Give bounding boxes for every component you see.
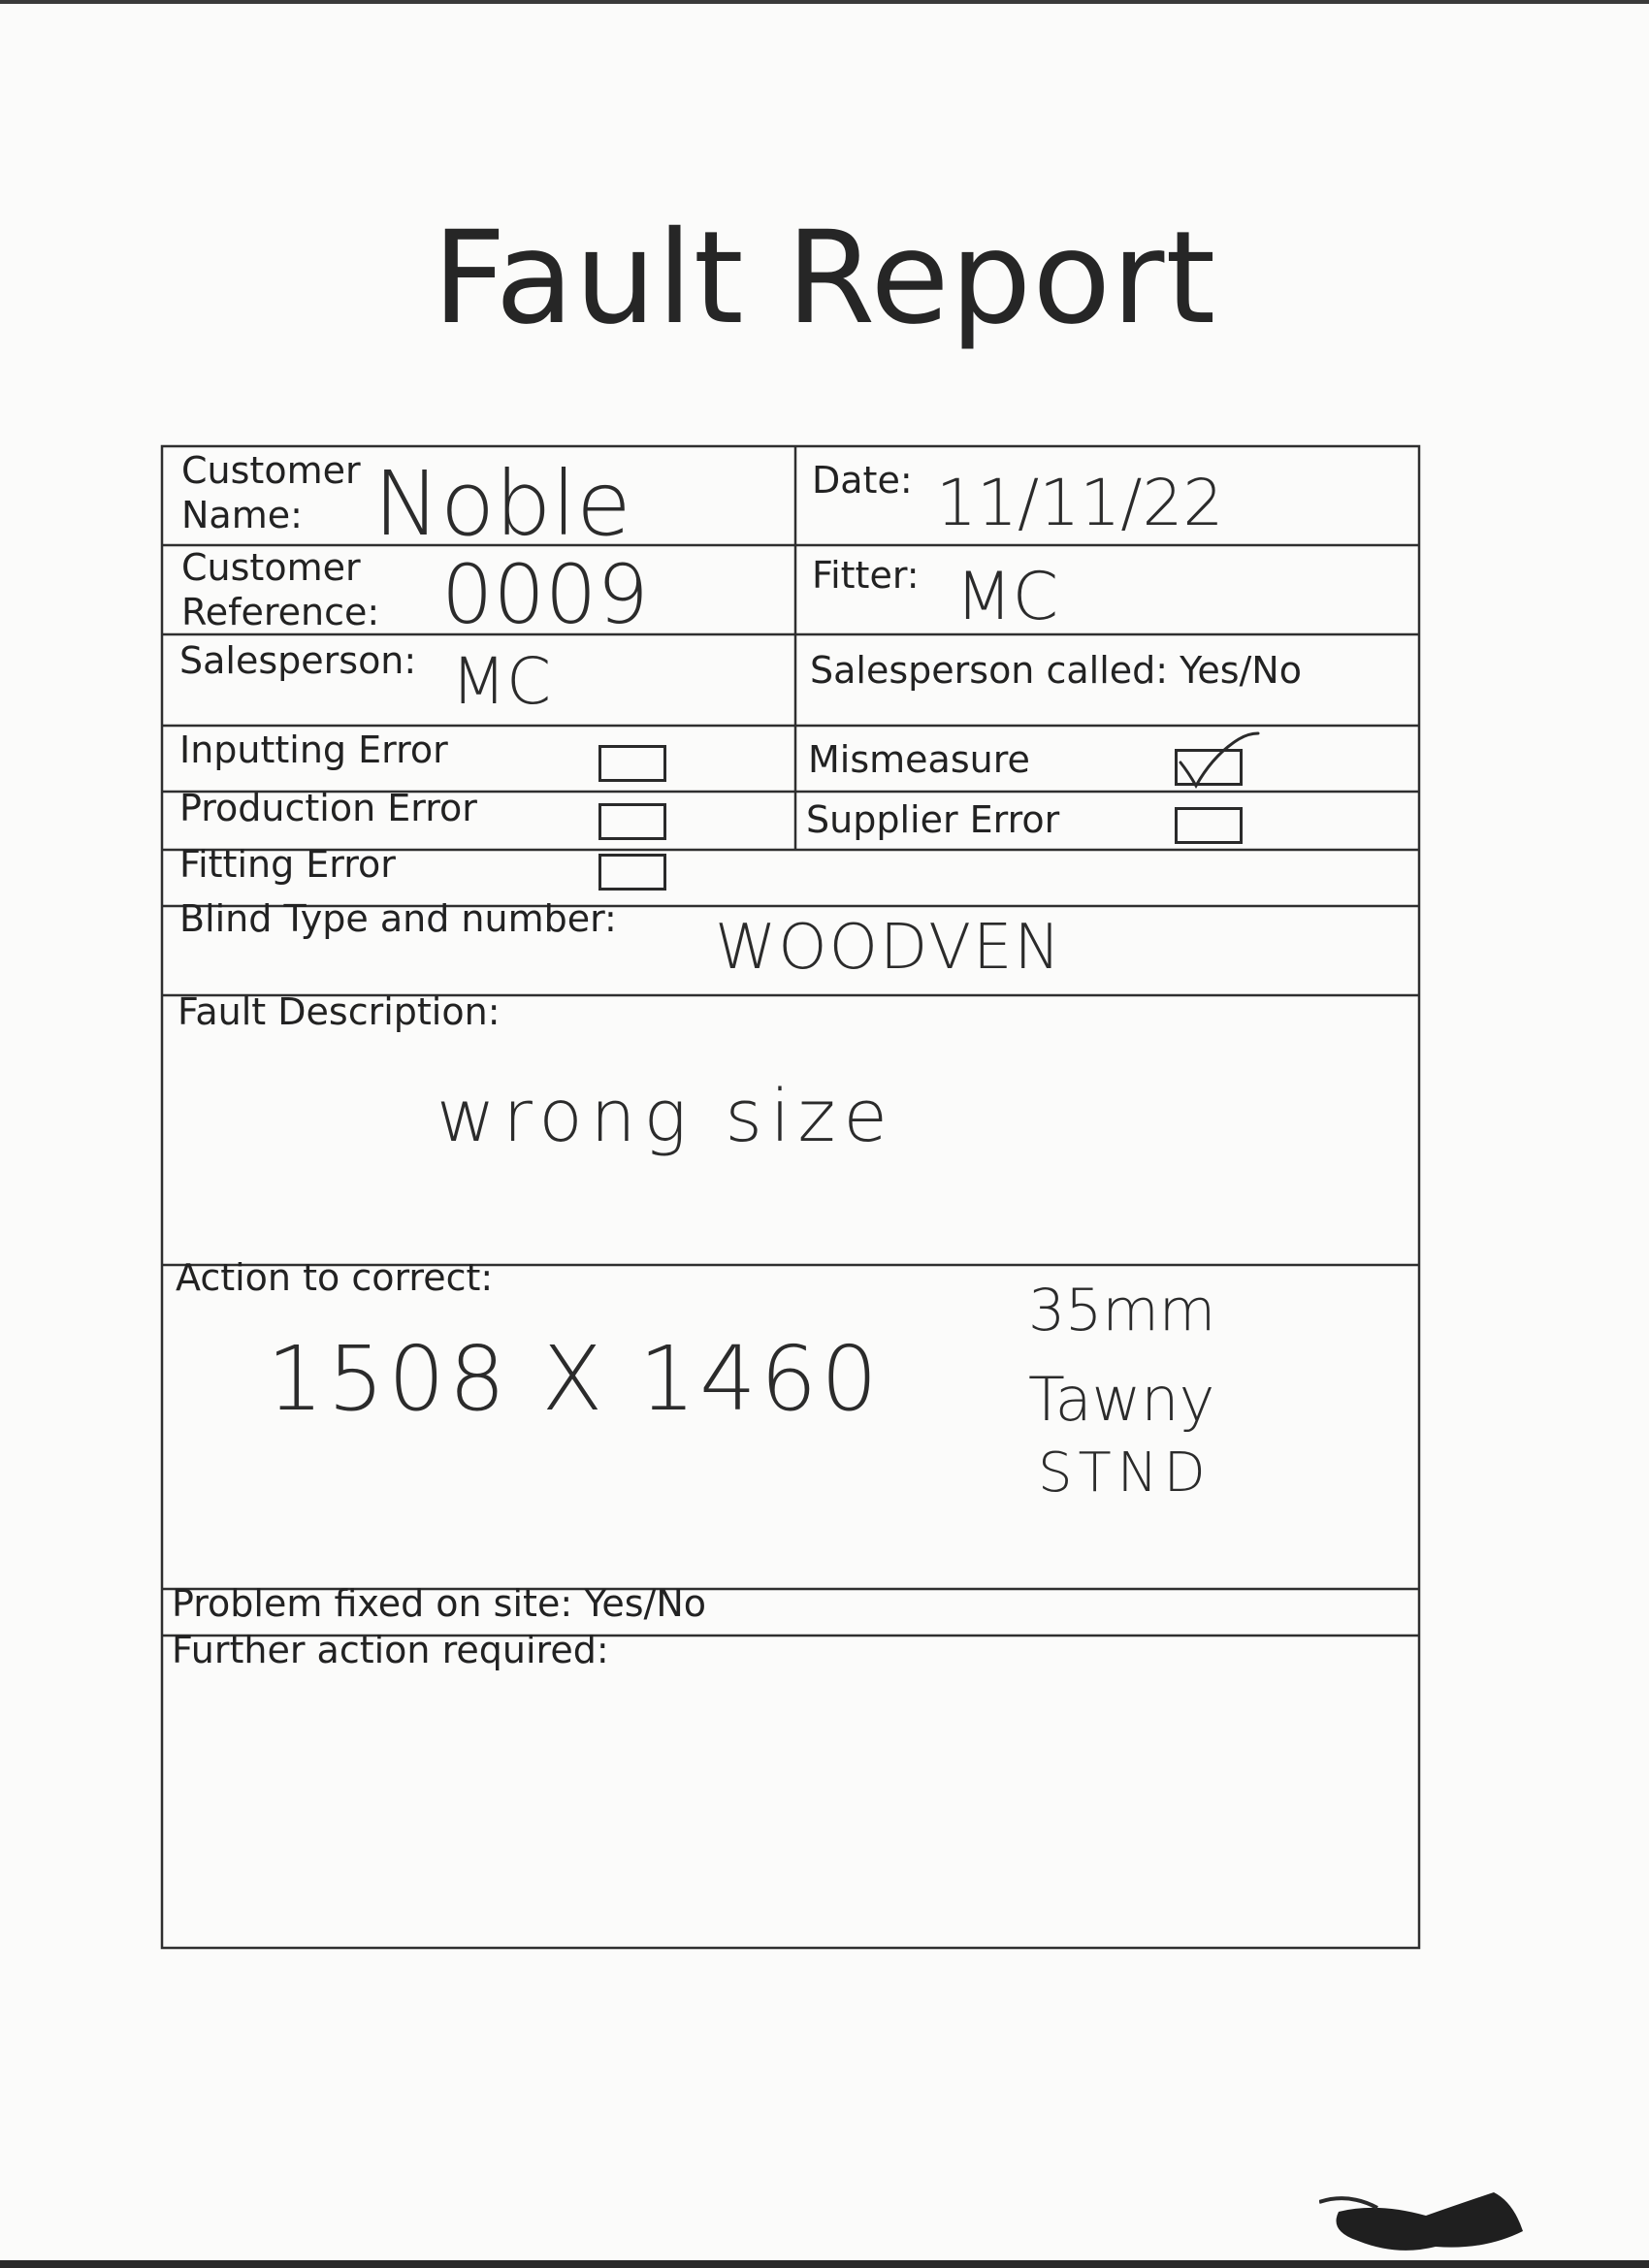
- action-to-correct-dimensions[interactable]: 1508 X 1460: [267, 1327, 882, 1431]
- date-label: Date:: [812, 459, 913, 502]
- check-mark-icon: [1175, 726, 1262, 794]
- scan-bottom-edge: [0, 2260, 1649, 2268]
- action-to-correct-label: Action to correct:: [176, 1256, 494, 1299]
- customer-reference-value[interactable]: 0009: [441, 547, 649, 642]
- blind-type-label: Blind Type and number:: [179, 897, 617, 940]
- checkbox-supplier-error[interactable]: [1175, 807, 1243, 844]
- further-action-area[interactable]: [164, 1676, 1415, 1944]
- fault-report-form: [150, 444, 1421, 1958]
- ink-smudge: [1319, 2173, 1533, 2260]
- action-note-size[interactable]: 35mm: [1028, 1277, 1216, 1345]
- action-note-type[interactable]: STND: [1038, 1442, 1212, 1505]
- error-label-production: Production Error: [179, 787, 477, 829]
- fault-description-value[interactable]: wrong size: [436, 1075, 895, 1158]
- customer-name-label: Customer Name:: [181, 449, 361, 536]
- salesperson-label: Salesperson:: [179, 639, 417, 682]
- error-label-inputting: Inputting Error: [179, 729, 448, 771]
- fitter-label: Fitter:: [812, 554, 920, 597]
- error-label-supplier: Supplier Error: [806, 798, 1060, 841]
- scan-top-edge: [0, 0, 1649, 4]
- page-title: Fault Report: [432, 204, 1217, 353]
- salesperson-called-label: Salesperson called: Yes/No: [810, 649, 1302, 692]
- customer-name-value[interactable]: Noble: [373, 452, 631, 556]
- checkbox-production-error[interactable]: [598, 803, 666, 840]
- fitter-value[interactable]: MC: [955, 559, 1059, 635]
- fault-description-label: Fault Description:: [178, 990, 501, 1033]
- checkbox-inputting-error[interactable]: [598, 745, 666, 782]
- error-label-mismeasure: Mismeasure: [808, 738, 1030, 781]
- problem-fixed-label: Problem fixed on site: Yes/No: [172, 1582, 707, 1625]
- action-note-colour[interactable]: Tawny: [1028, 1364, 1215, 1435]
- date-value[interactable]: 11/11/22: [936, 466, 1224, 540]
- salesperson-value[interactable]: MC: [451, 644, 552, 719]
- error-label-fitting: Fitting Error: [179, 843, 396, 886]
- further-action-label: Further action required:: [172, 1629, 609, 1671]
- checkbox-fitting-error[interactable]: [598, 854, 666, 891]
- customer-reference-label: Customer Reference:: [181, 546, 380, 633]
- blind-type-value[interactable]: WOODVEN: [715, 912, 1063, 984]
